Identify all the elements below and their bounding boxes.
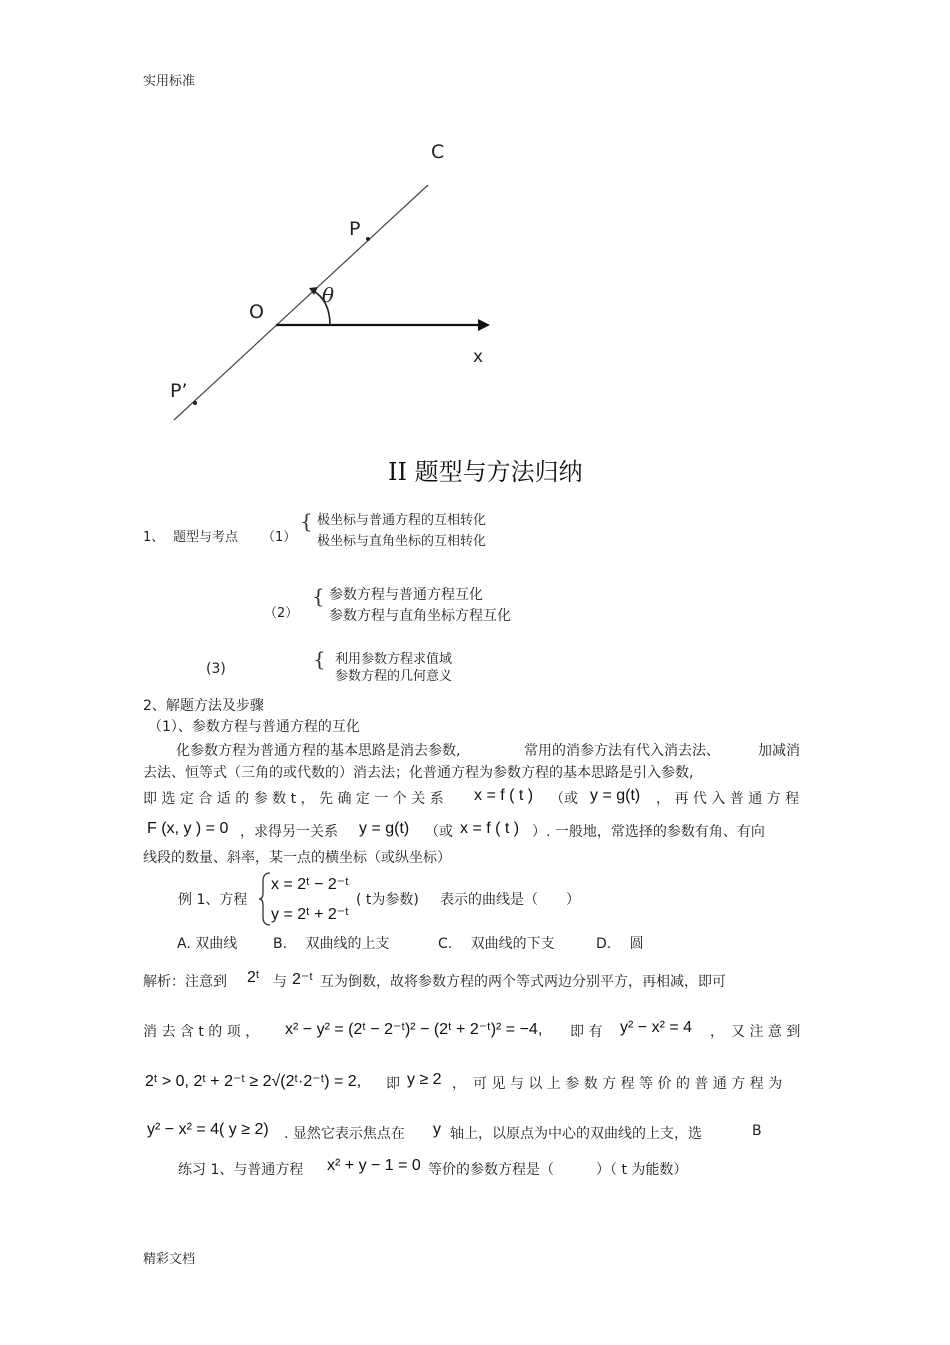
group-3-label: (3) — [206, 661, 226, 677]
analysis-l4-a: . 显然它表示焦点在 — [284, 1126, 405, 1142]
formula-2t: 2ᵗ — [247, 969, 260, 986]
line-pp — [174, 185, 428, 420]
group-1-brace: { — [300, 509, 313, 533]
formula-x-ft-2: x = f ( t ) — [460, 820, 520, 837]
label-x: x — [473, 347, 484, 367]
group-1-item: 极坐标与普通方程的互相转化 — [317, 513, 487, 528]
para-1-part-a: 化参数方程为普通方程的基本思路是消去参数, — [176, 743, 461, 759]
para-1-line-5: 线段的数量、斜率，某一点的横坐标（或纵坐标） — [143, 850, 451, 866]
label-c: C — [431, 141, 445, 163]
group-2-item: 参数方程与直角坐标方程互化 — [329, 608, 511, 624]
exercise-equation: x² + y − 1 = 0 — [327, 1157, 421, 1174]
types-heading-num: 1、 — [143, 530, 165, 545]
para-1-line-3-c: ， 再 代 入 普 通 方 程 — [656, 791, 800, 807]
example-eq-x: x = 2ᵗ − 2⁻ᵗ — [271, 876, 349, 893]
formula-y2-x2-4: y² − x² = 4 — [620, 1019, 693, 1036]
formula-am-gm: 2ᵗ > 0, 2ᵗ + 2⁻ᵗ ≥ 2√(2ᵗ·2⁻ᵗ) = 2, — [145, 1073, 362, 1090]
para-1-part-b: 常用的消参方法有代入消去法、 — [524, 743, 720, 759]
option-c: C. 双曲线的下支 — [438, 936, 555, 952]
formula-y-gt: y = g(t) — [590, 787, 641, 804]
example-eq-y: y = 2ᵗ + 2⁻ᵗ — [271, 906, 349, 923]
label-theta: θ — [322, 283, 335, 307]
polar-figure — [0, 0, 950, 440]
example-question: 表示的曲线是（ ） — [440, 892, 580, 908]
methods-heading: 2、解题方法及步骤 — [143, 698, 264, 714]
exercise-label: 练习 1、与普通方程 — [178, 1162, 304, 1178]
analysis-l1-a: 解析：注意到 — [143, 974, 227, 990]
para-1-line-4-a: ，求得另一关系 — [240, 824, 338, 840]
option-b: B. 双曲线的上支 — [273, 936, 390, 952]
point-p — [366, 237, 370, 241]
analysis-l1-b: 与 — [273, 974, 287, 990]
group-3-item: 利用参数方程求值域 — [335, 652, 453, 667]
group-3-brace: { — [313, 647, 326, 671]
para-1-part-c: 加减消 — [758, 743, 800, 759]
methods-subheading: （1）、参数方程与普通方程的互化 — [148, 719, 360, 735]
group-2-brace: { — [312, 584, 325, 608]
exercise-tail: 等价的参数方程是（ ）（ t 为能数） — [428, 1162, 688, 1178]
page-footer: 精彩文档 — [143, 1252, 196, 1267]
system-brace — [258, 871, 272, 927]
formula-x-ft: x = f ( t ) — [474, 787, 534, 804]
label-p: P — [349, 218, 361, 240]
section-title: II 题型与方法归纳 — [388, 458, 583, 486]
formula-y-gt-2: y = g(t) — [359, 820, 410, 837]
para-1-line-4-b: （或 — [425, 824, 453, 840]
formula-2-neg-t: 2⁻ᵗ — [292, 971, 313, 988]
label-pprime: P’ — [170, 380, 188, 402]
page-header: 实用标准 — [143, 74, 196, 89]
example-param: ( t为参数) — [356, 892, 419, 908]
group-3-item: 参数方程的几何意义 — [335, 669, 453, 684]
example-label: 例 1、方程 — [178, 892, 248, 908]
analysis-l3-b: ， 可 见 与 以 上 参 数 方 程 等 价 的 普 通 方 程 为 — [452, 1076, 783, 1092]
analysis-l2-a: 消 去 含 t 的 项 ， — [143, 1024, 260, 1040]
analysis-l2-b: 即 有 — [570, 1024, 603, 1040]
formula-fxy: F (x, y ) = 0 — [147, 820, 229, 837]
analysis-l1-c: 互为倒数，故将参数方程的两个等式两边分别平方，再相减，即可 — [320, 974, 726, 990]
group-2-item: 参数方程与普通方程互化 — [329, 587, 483, 603]
analysis-l2-c: ， 又 注 意 到 — [710, 1024, 801, 1040]
analysis-l3-a: 即 — [386, 1076, 400, 1092]
option-d: D. 圆 — [596, 936, 644, 952]
formula-difference-of-squares: x² − y² = (2ᵗ − 2⁻ᵗ)² − (2ᵗ + 2⁻ᵗ)² = −4, — [285, 1021, 543, 1038]
answer-letter: B — [752, 1123, 762, 1139]
group-1-label: （1） — [262, 530, 297, 545]
formula-y-ge-2: y ≥ 2 — [407, 1071, 442, 1088]
formula-result: y² − x² = 4( y ≥ 2) — [147, 1121, 269, 1138]
formula-y-axis: y — [433, 1121, 441, 1138]
option-a: A. 双曲线 — [177, 936, 238, 952]
group-1-item: 极坐标与直角坐标的互相转化 — [317, 534, 487, 549]
para-1-line-3-b: （或 — [550, 791, 578, 807]
types-heading: 题型与考点 — [173, 530, 239, 545]
label-o: O — [249, 301, 264, 323]
para-1-line-3-a: 即 选 定 合 适 的 参 数 t ， 先 确 定 一 个 关 系 — [143, 791, 444, 807]
point-pprime — [193, 401, 197, 405]
group-2-label: （2） — [264, 606, 299, 621]
para-1-line-4-c: ）. 一般地，常选择的参数有角、有向 — [532, 824, 765, 840]
para-1-line-2: 去法、恒等式（三角的或代数的）消去法；化普通方程为参数方程的基本思路是引入参数, — [143, 765, 694, 781]
analysis-l4-b: 轴上，以原点为中心的双曲线的上支，选 — [450, 1126, 702, 1142]
polar-axis-arrow — [478, 319, 490, 331]
